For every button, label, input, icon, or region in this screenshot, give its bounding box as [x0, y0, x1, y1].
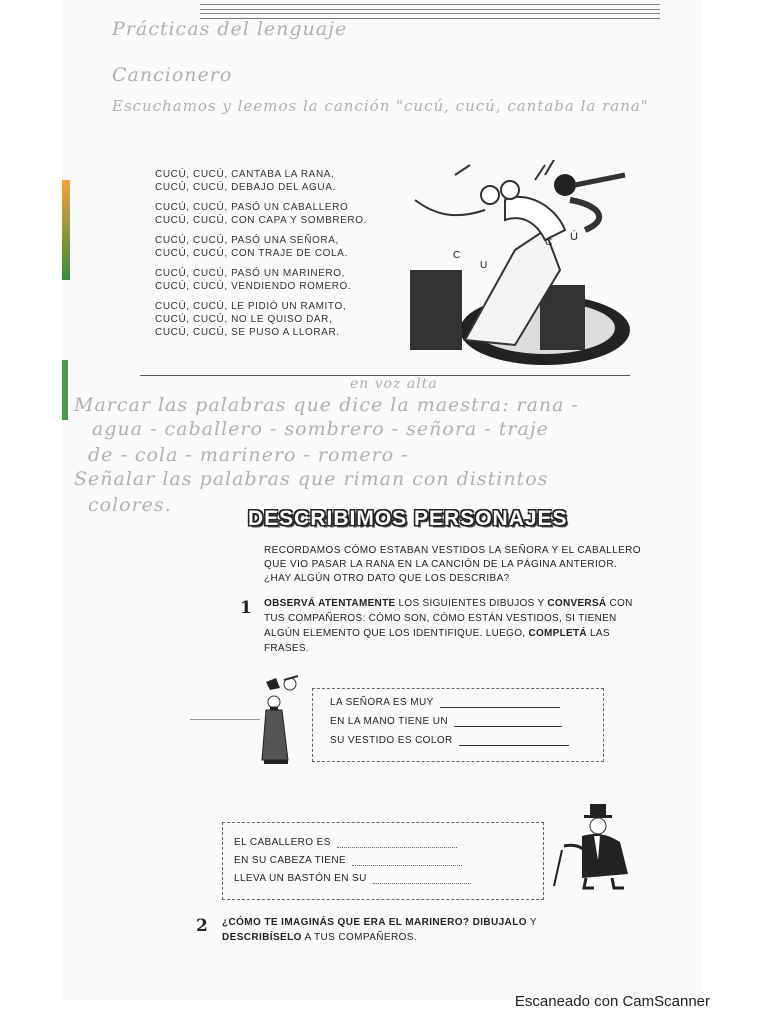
song-stanza — [155, 234, 395, 260]
gentleman-sentence-2: EN SU CABEZA TIENE — [234, 855, 462, 866]
song-line: CUCÚ, CUCÚ, CON TRAJE DE COLA. — [155, 248, 348, 259]
song-stanza — [155, 201, 395, 227]
answer-blank[interactable] — [373, 873, 471, 884]
song-line: CUCÚ, CUCÚ, CON CAPA Y SOMBRERO. — [155, 215, 368, 226]
activity2-instructions: ¿CÓMO TE IMAGINÁS QUE ERA EL MARINERO? DIBUJALO Y DESCRIBÍSELO A TUS COMPAÑEROS. — [222, 917, 537, 943]
song-line: CUCÚ, CUCÚ, DEBAJO DEL AGUA. — [155, 182, 336, 193]
camscanner-watermark: Escaneado con CamScanner — [514, 993, 710, 1010]
answer-blank[interactable] — [459, 735, 569, 746]
activity-number: 1 — [240, 598, 252, 618]
handwritten-cancionero: Cancionero — [112, 64, 233, 86]
handwritten-note: Marcar las palabras que dice la maestra: rana - — [74, 394, 579, 416]
handwritten-note: colores. — [88, 494, 172, 516]
song-line: CUCÚ, CUCÚ, PASÓ UN MARINERO, — [155, 268, 346, 279]
song-stanza — [155, 300, 395, 339]
gentleman-figure-illustration — [542, 802, 634, 890]
activity-number: 2 — [196, 916, 208, 936]
song-line: CUCÚ, CUCÚ, PASÓ UNA SEÑORA, — [155, 235, 339, 246]
illustration-letter: C — [453, 250, 461, 261]
song-line: CUCÚ, CUCÚ, VENDIENDO ROMERO. — [155, 281, 352, 292]
song-stanza — [155, 267, 395, 293]
notebook-edge-green — [62, 360, 68, 420]
illustration-letter: C — [545, 237, 553, 248]
handwritten-interlinear: en voz alta — [350, 376, 438, 392]
handwritten-note: Señalar las palabras que riman con distintos — [74, 468, 549, 490]
handwritten-note: de - cola - marinero - romero - — [88, 444, 409, 466]
frog-singing-illustration — [395, 160, 633, 375]
song-block — [155, 160, 635, 375]
illustration-letter: U — [480, 260, 488, 271]
handwritten-subject: Prácticas del lenguaje — [112, 18, 348, 40]
answer-blank[interactable] — [454, 716, 562, 727]
paper-stack-edge — [200, 0, 660, 19]
lady-figure-illustration — [258, 670, 308, 770]
activity1-instructions: OBSERVÁ ATENTAMENTE LOS SIGUIENTES DIBUJOS Y CONVERSÁ CON TUS COMPAÑEROS: CÓMO SON, CÓMO ESTÁN VESTIDOS, SI TIENEN ALGÚN ELEMENTO QUE LOS IDENTIFIQUE. LUEGO, COMPLETÁ LAS FRASES. — [264, 598, 633, 654]
lady-sentence-1: LA SEÑORA ES MUY — [330, 697, 560, 708]
lady-sentence-3: SU VESTIDO ES COLOR — [330, 735, 569, 746]
gentleman-sentence-1: EL CABALLERO ES — [234, 837, 457, 848]
song-line: CUCÚ, CUCÚ, LE PIDIÓ UN RAMITO, — [155, 301, 347, 312]
song-line: CUCÚ, CUCÚ, NO LE QUISO DAR, — [155, 314, 333, 325]
margin-line — [190, 719, 260, 720]
handwritten-instruction: Escuchamos y leemos la canción "cucú, cucú, cantaba la rana" — [112, 97, 649, 115]
answer-blank[interactable] — [440, 697, 560, 708]
song-line: CUCÚ, CUCÚ, CANTABA LA RANA, — [155, 169, 335, 180]
gentleman-sentence-3: LLEVA UN BASTÓN EN SU — [234, 873, 471, 884]
illustration-letter: Ú — [570, 231, 578, 243]
answer-blank[interactable] — [337, 837, 457, 848]
section-intro: RECORDAMOS CÓMO ESTABAN VESTIDOS LA SEÑORA Y EL CABALLERO QUE VIO PASAR LA RANA EN LA CANCIÓN DE LA PÁGINA ANTERIOR. ¿HAY ALGÚN OTRO DATO QUE LOS DESCRIBA? — [264, 545, 641, 584]
song-line: CUCÚ, CUCÚ, PASÓ UN CABALLERO — [155, 202, 349, 213]
lady-sentence-2: EN LA MANO TIENE UN — [330, 716, 562, 727]
notebook-edge-colored — [62, 180, 70, 280]
section-title: DESCRIBIMOS PERSONAJES — [248, 507, 568, 530]
song-line: CUCÚ, CUCÚ, SE PUSO A LLORAR. — [155, 327, 340, 338]
answer-blank[interactable] — [352, 855, 462, 866]
song-lyrics — [155, 168, 395, 346]
handwritten-note: agua - caballero - sombrero - señora - traje — [92, 418, 549, 440]
song-stanza — [155, 168, 395, 194]
